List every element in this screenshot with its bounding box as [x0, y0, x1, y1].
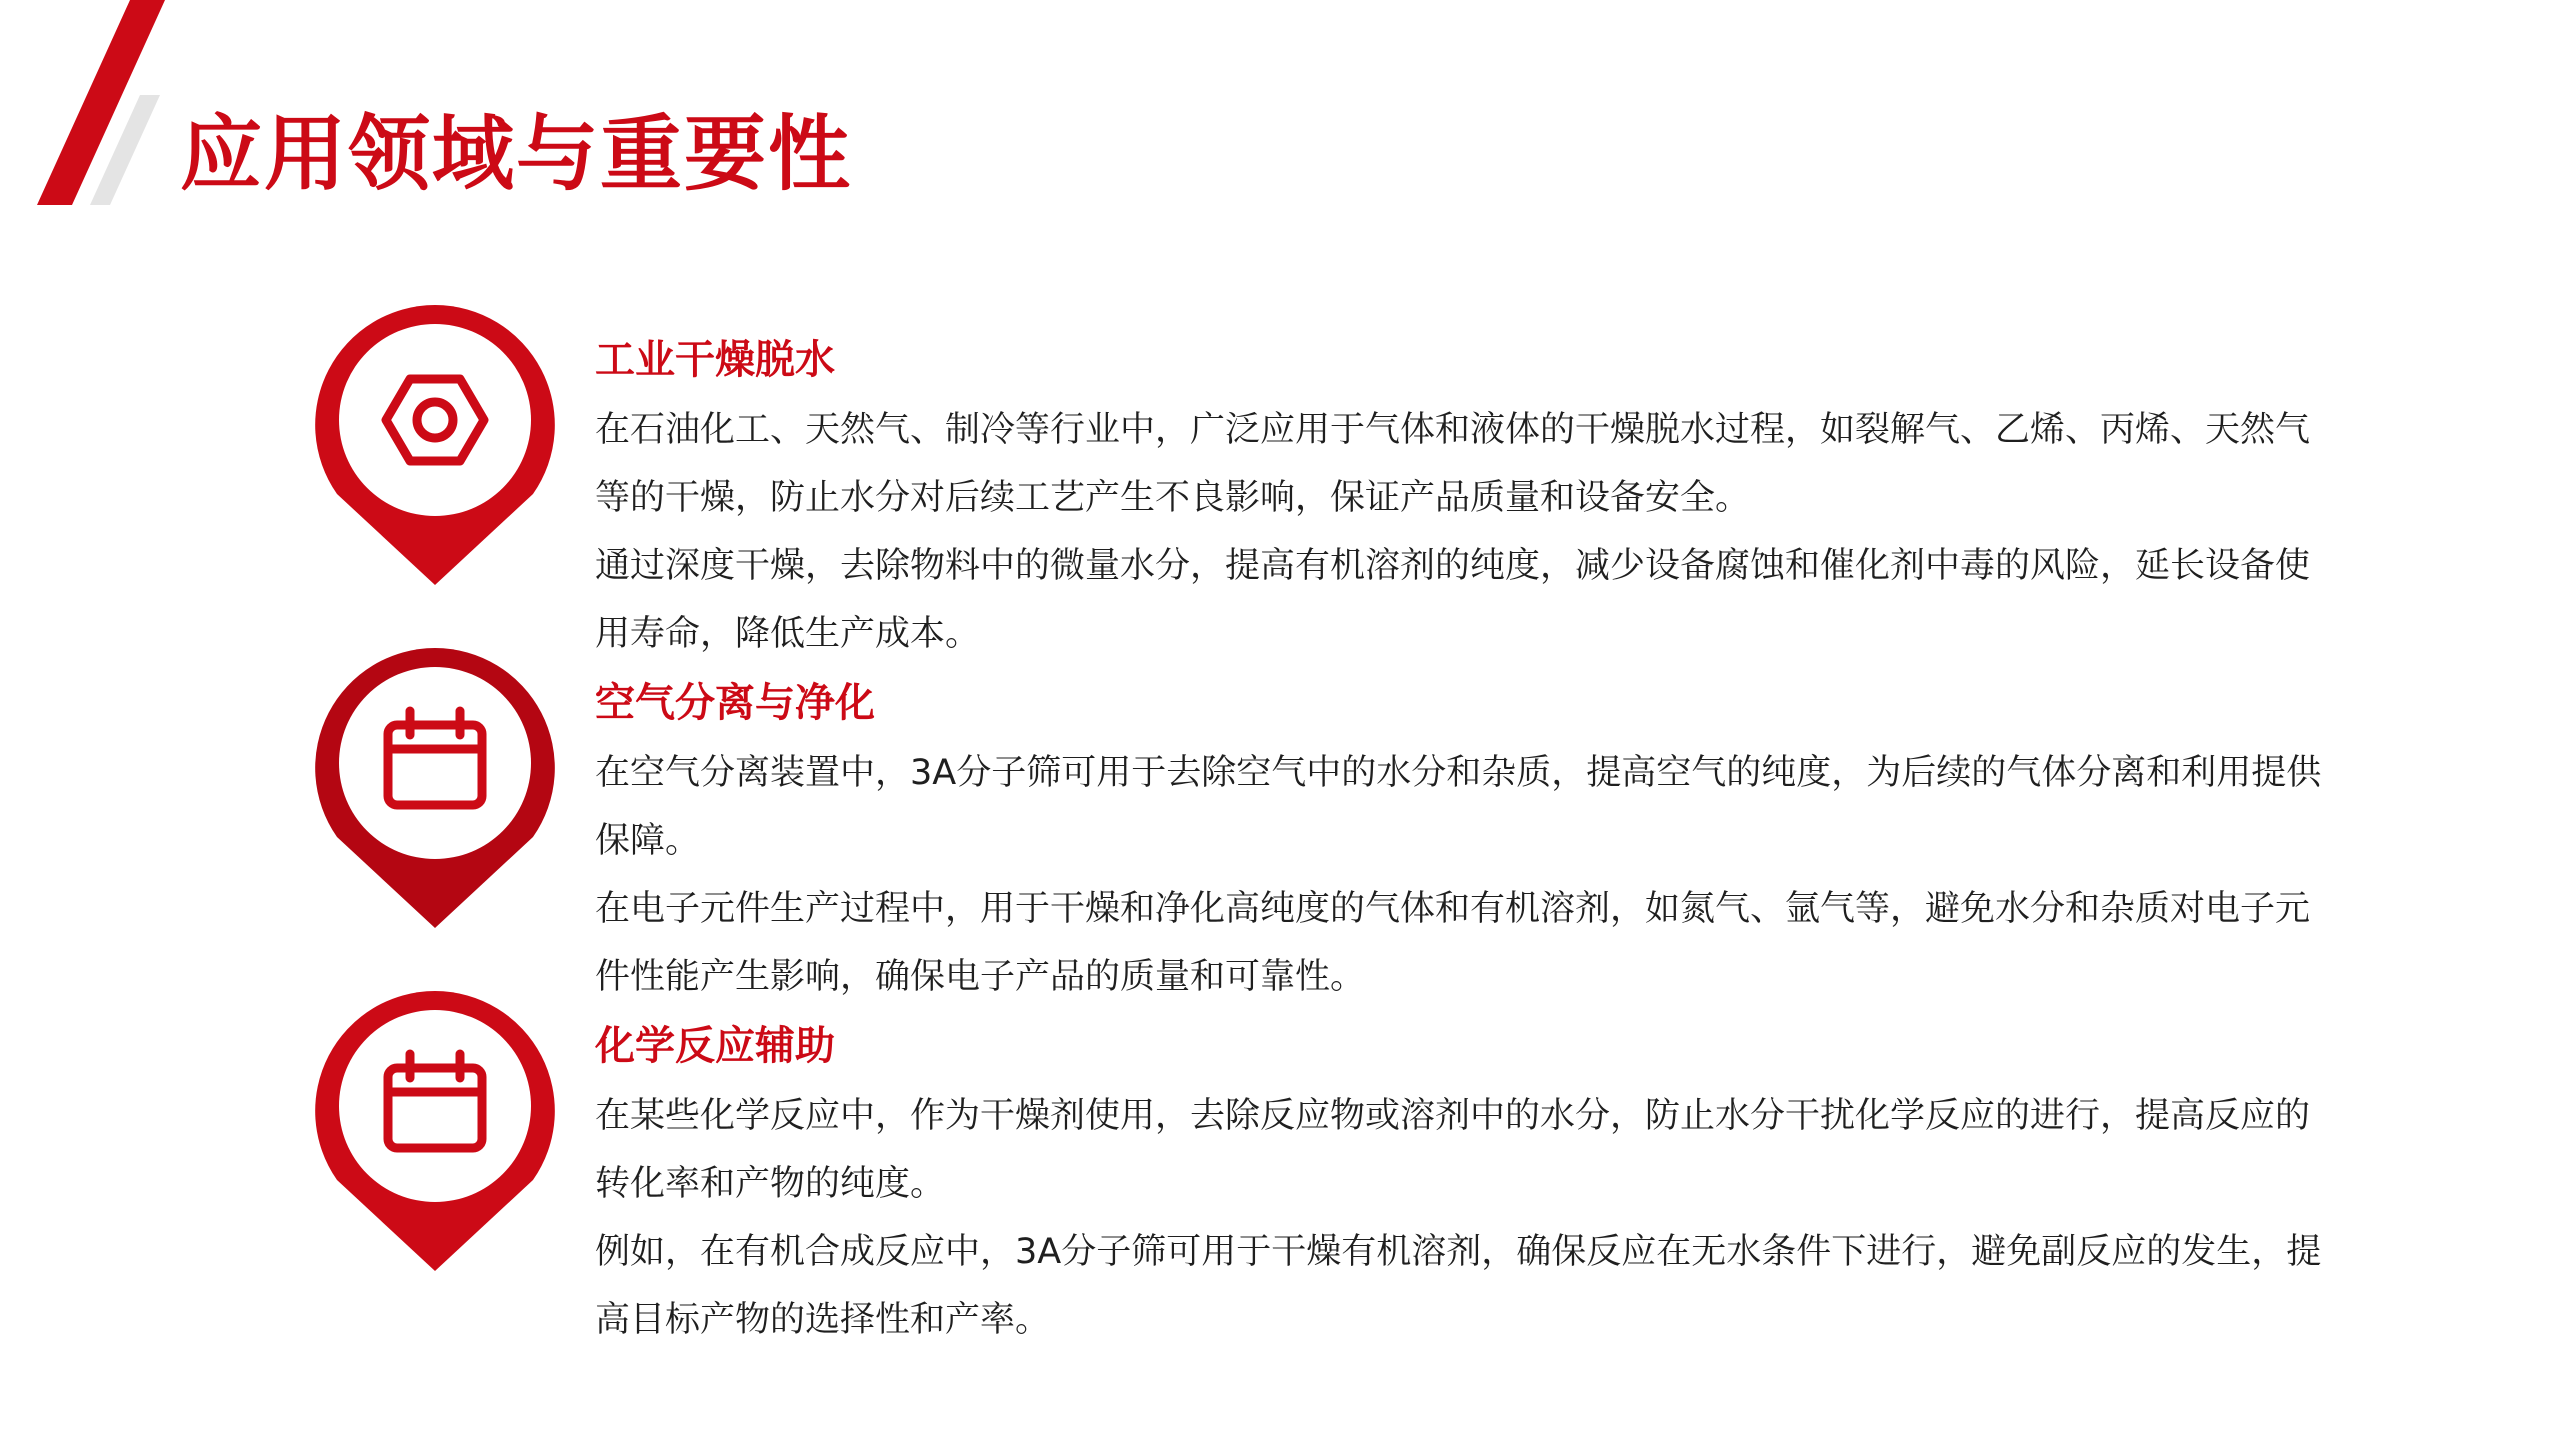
- section-body: [595, 1082, 2335, 1354]
- location-pin-marker: [310, 986, 560, 1276]
- page-title: 应用领域与重要性: [180, 107, 853, 202]
- section-body: [595, 739, 2335, 1011]
- section-title: 工业干燥脱水: [595, 337, 835, 383]
- section-paragraph: 在电子元件生产过程中，用于干燥和净化高纯度的气体和有机溶剂，如氮气、氩气等，避免水分和杂质对电子元件性能产生影响，确保电子产品的质量和可靠性。: [595, 889, 2311, 997]
- section-paragraph: 在空气分离装置中，3A分子筛可用于去除空气中的水分和杂质，提高空气的纯度，为后续的气体分离和利用提供保障。: [595, 753, 2322, 861]
- section-paragraph: 例如，在有机合成反应中，3A分子筛可用于干燥有机溶剂，确保反应在无水条件下进行，避免副反应的发生，提高目标产物的选择性和产率。: [595, 1232, 2322, 1340]
- section-industrial-drying: [310, 300, 2340, 654]
- location-pin-marker: [310, 300, 560, 590]
- section-air-separation: [310, 643, 2340, 997]
- section-paragraph: 在某些化学反应中，作为干燥剂使用，去除反应物或溶剂中的水分，防止水分干扰化学反应的进行，提高反应的转化率和产物的纯度。: [595, 1096, 2311, 1204]
- section-title: 空气分离与净化: [595, 680, 875, 726]
- section-paragraph: 通过深度干燥，去除物料中的微量水分，提高有机溶剂的纯度，减少设备腐蚀和催化剂中毒的风险，延长设备使用寿命，降低生产成本。: [595, 546, 2311, 654]
- section-body: [595, 396, 2335, 668]
- section-chemical-reaction: [310, 986, 2340, 1340]
- section-paragraph: 在石油化工、天然气、制冷等行业中，广泛应用于气体和液体的干燥脱水过程，如裂解气、乙烯、丙烯、天然气等的干燥，防止水分对后续工艺产生不良影响，保证产品质量和设备安全。: [595, 410, 2311, 518]
- location-pin-marker: [310, 643, 560, 933]
- section-title: 化学反应辅助: [595, 1023, 835, 1069]
- title-decoration: [0, 0, 200, 210]
